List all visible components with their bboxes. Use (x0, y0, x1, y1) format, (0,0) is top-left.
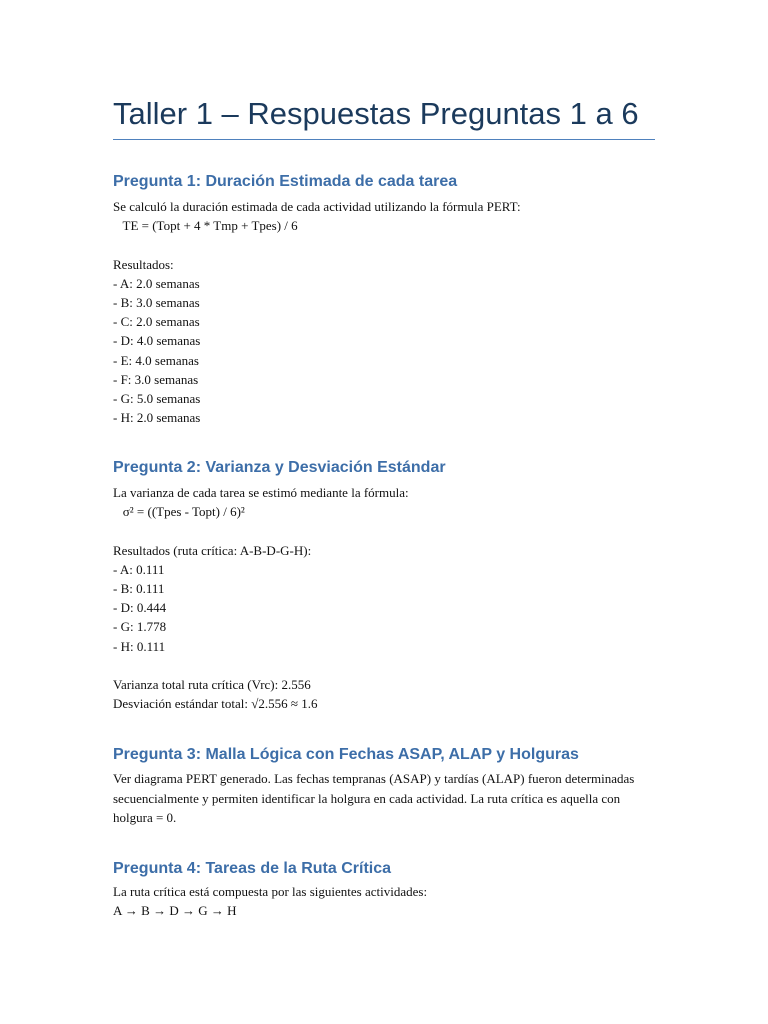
q1-intro: Se calculó la duración estimada de cada actividad utilizando la fórmula PERT: (113, 199, 521, 214)
q1-result-item: - C: 2.0 semanas (113, 314, 200, 330)
q2-result-item: - D: 0.444 (113, 600, 167, 616)
q1-result-item: - F: 3.0 semanas (113, 371, 199, 387)
section-q4 (113, 857, 655, 920)
section-q1 (113, 170, 655, 427)
section-q3 (113, 743, 655, 828)
q3-body: Ver diagrama PERT generado. Las fechas tempranas (ASAP) y tardías (ALAP) fueron determinadas secuencialmente y permiten identificar la holgura en cada actividad. La ruta crítica es aquella con holgura = 0. (113, 771, 635, 826)
q1-results-label: Resultados: (113, 256, 174, 272)
q2-result-item: - H: 0.111 (113, 638, 166, 654)
q1-result-item: - G: 5.0 semanas (113, 390, 201, 406)
q1-result-item: - D: 4.0 semanas (113, 333, 201, 349)
q2-variance-total: Varianza total ruta crítica (Vrc): 2.556 (113, 676, 311, 692)
q1-result-item: - B: 3.0 semanas (113, 294, 200, 310)
q2-result-item: - A: 0.111 (113, 561, 165, 577)
q2-heading: Pregunta 2: Varianza y Desviación Estándar (113, 459, 446, 476)
q4-intro: La ruta crítica está compuesta por las siguientes actividades: (113, 884, 428, 899)
q4-critical-path: A → B → D → G → H (113, 903, 237, 919)
q2-intro: La varianza de cada tarea se estimó mediante la fórmula: (113, 485, 409, 500)
q2-results-label: Resultados (ruta crítica: A-B-D-G-H): (113, 542, 312, 558)
q1-result-item: - E: 4.0 semanas (113, 352, 199, 368)
q1-heading: Pregunta 1: Duración Estimada de cada tarea (113, 173, 458, 190)
q1-result-item: - A: 2.0 semanas (113, 275, 200, 291)
q2-result-item: - G: 1.778 (113, 619, 167, 635)
title-divider (113, 139, 655, 140)
q2-result-item: - B: 0.111 (113, 580, 165, 596)
q1-formula: TE = (Topt + 4 * Tmp + Tpes) / 6 (113, 218, 298, 234)
q4-heading: Pregunta 4: Tareas de la Ruta Crítica (113, 860, 392, 877)
q2-formula: σ² = ((Tpes - Topt) / 6)² (113, 504, 245, 520)
q3-heading: Pregunta 3: Malla Lógica con Fechas ASAP, ALAP y Holguras (113, 746, 579, 763)
document-title: Taller 1 – Respuestas Preguntas 1 a 6 (113, 96, 639, 131)
q1-result-item: - H: 2.0 semanas (113, 410, 201, 426)
q2-std-total: Desviación estándar total: √2.556 ≈ 1.6 (113, 696, 318, 712)
section-q2 (113, 456, 655, 713)
